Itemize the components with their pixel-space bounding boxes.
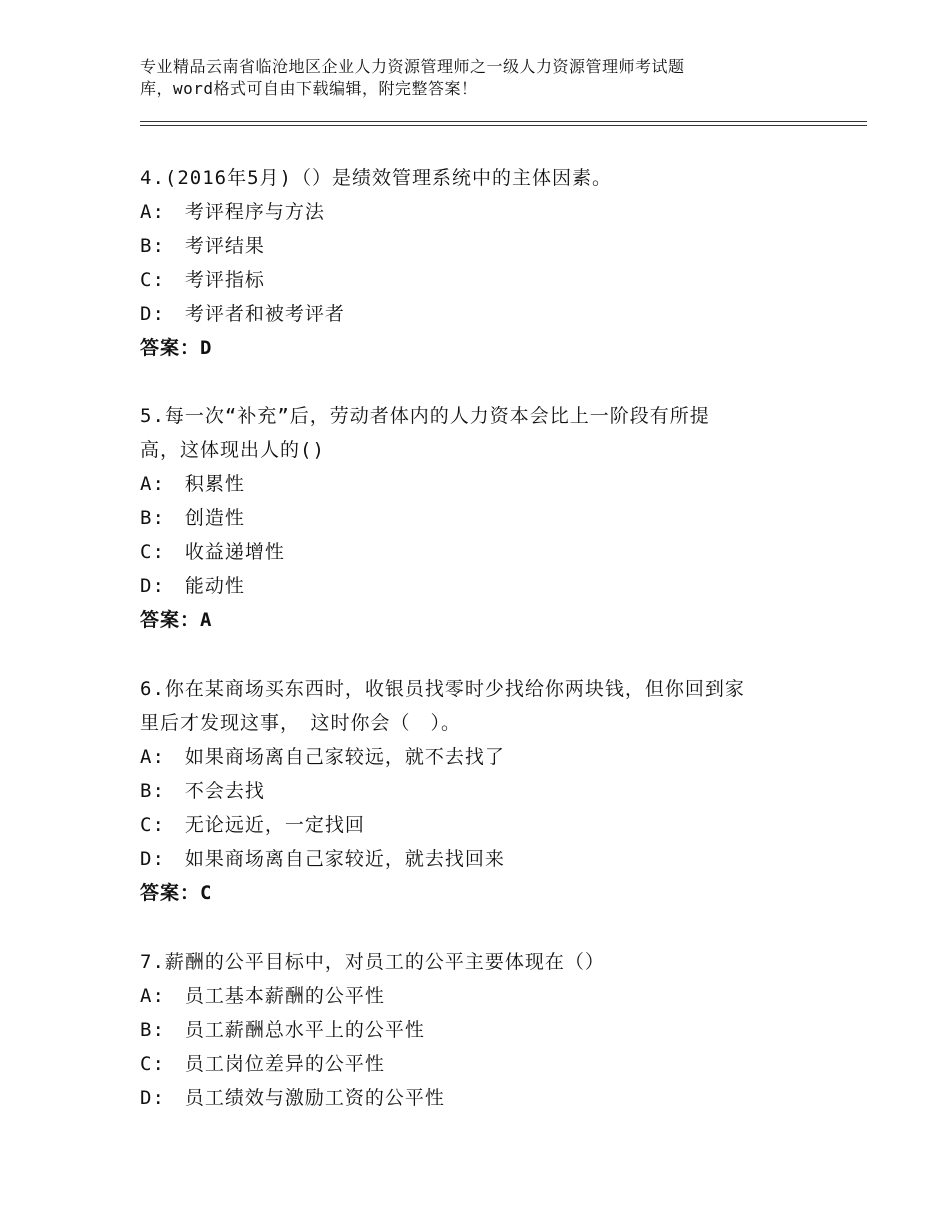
option-a: A: 员工基本薪酬的公平性 — [140, 985, 385, 1007]
question-block — [140, 399, 800, 637]
option-d: D: 员工绩效与激励工资的公平性 — [140, 1087, 445, 1109]
option-b: B: 考评结果 — [140, 235, 265, 257]
option-b: B: 创造性 — [140, 507, 245, 529]
header-line: 库，word格式可自由下载编辑，附完整答案！ — [140, 79, 478, 98]
header-divider — [140, 121, 867, 122]
answer-line: 答案：A — [140, 609, 213, 631]
question-block — [140, 161, 800, 365]
document-header — [140, 56, 780, 100]
option-c: C: 考评指标 — [140, 269, 265, 291]
option-c: C: 收益递增性 — [140, 541, 285, 563]
question-stem: 里后才发现这事， 这时你会（ ）。 — [140, 712, 462, 734]
question-stem: 7.薪酬的公平目标中，对员工的公平主要体现在（） — [140, 951, 605, 973]
question-stem: 5.每一次“补充”后，劳动者体内的人力资本会比上一阶段有所提 — [140, 405, 710, 427]
question-block — [140, 945, 800, 1115]
question-block — [140, 672, 800, 910]
question-stem: 4.(2016年5月)（）是绩效管理系统中的主体因素。 — [140, 167, 612, 189]
option-d: D: 如果商场离自己家较近，就去找回来 — [140, 848, 505, 870]
question-stem: 高，这体现出人的() — [140, 439, 325, 461]
option-a: A: 如果商场离自己家较远，就不去找了 — [140, 746, 505, 768]
header-divider — [140, 125, 867, 126]
option-c: C: 无论远近，一定找回 — [140, 814, 365, 836]
option-a: A: 考评程序与方法 — [140, 201, 325, 223]
question-stem: 6.你在某商场买东西时，收银员找零时少找给你两块钱，但你回到家 — [140, 678, 745, 700]
option-d: D: 能动性 — [140, 575, 245, 597]
option-b: B: 不会去找 — [140, 780, 265, 802]
option-c: C: 员工岗位差异的公平性 — [140, 1053, 385, 1075]
option-b: B: 员工薪酬总水平上的公平性 — [140, 1019, 425, 1041]
option-d: D: 考评者和被考评者 — [140, 303, 345, 325]
header-line: 专业精品云南省临沧地区企业人力资源管理师之一级人力资源管理师考试题 — [140, 57, 685, 76]
option-a: A: 积累性 — [140, 473, 245, 495]
answer-line: 答案：D — [140, 337, 213, 359]
answer-line: 答案：C — [140, 882, 213, 904]
